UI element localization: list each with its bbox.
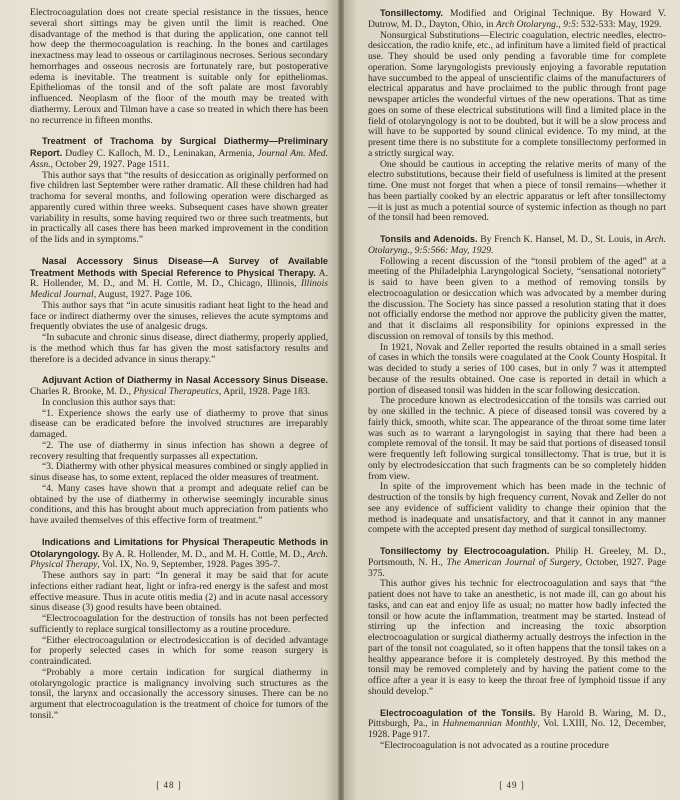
article-paragraph: One should be cautious in accepting the relative merits of many of the electro substitutions, because their field of usefulness is limited at the present time. One must not forget that when a piece of tonsil remains—whether it has been partially cooked by an electric apparatus or left after tonsillectomy—it is just as much a potential source of systemic infection as though no part of the tonsil had been removed.: [368, 158, 666, 224]
article-citation: By Harold B. Waring, M. D., Pittsburgh, Pa., in: [368, 707, 667, 730]
article-title: Electrocoagulation of the Tonsils.: [380, 707, 536, 718]
article-heading: [30, 375, 328, 398]
journal-name: Journal Am. Med. Assn.: [30, 148, 329, 170]
article-title: Adjuvant Action of Diathermy in Nasal Accessory Sinus Disease.: [42, 375, 328, 386]
journal-name: Arch Otolaryng., 9:5: [495, 18, 576, 30]
journal-name: The American Journal of Surgery: [446, 556, 580, 568]
article-paragraph: “4. Many cases have shown that a prompt and adequate relief can be obtained by the use of diathermy in otherwise seemingly incurable sinus conditions, and this has brought about much appreciation from patients who have availed themselves of this effective form of treatment.”: [30, 482, 328, 526]
article-title: Tonsillectomy by Electrocoagulation.: [380, 546, 550, 556]
article-citation: By French K. Hansel, M. D., St. Louis, in: [477, 234, 646, 245]
left-column: [30, 8, 328, 722]
article-paragraph: “Electrocoagulation for the destruction of tonsils has not been perfected sufficiently to replace surgical tonsillectomy as a routine procedure.: [30, 613, 328, 635]
article-citation: By A. R. Hollender, M. D., and M. H. Cottle, M. D.,: [99, 548, 308, 560]
page-number-left: [ 48 ]: [156, 780, 182, 790]
article-paragraph: “Probably a more certain indication for surgical diathermy in otolaryngologic practice is malignancy involving such structures as the tonsil, the larynx and occasionally the accessory sinuses. There can be no argument that electrocoagulation is the treatment of choice for tumors of the tonsil.”: [30, 666, 328, 721]
article-paragraph: The procedure known as electrodesiccation of the tonsils was carried out by one skilled in the technic. A piece of diseased tonsil was covered by a fairly thick, smooth, white scar. The appearance of the throat some time later was such as to warrant a laryngologist in saying that there had been a complete removal of the tonsil. It may be said that portions of diseased tonsil were frequently left following surgical tonsillectomy. That is true, but it is only by electrodesiccation that such fragments can be so completely hidden from view.: [368, 395, 666, 482]
article-nasal-sinus-survey: [30, 256, 328, 366]
article-title: Tonsillectomy.: [380, 8, 443, 18]
article-electrocoagulation-tonsils: [368, 708, 666, 752]
article-paragraph: This author says that “the results of desiccation as originally performed on five children last September were rather dramatic. All these children had had trachoma for several months, and following operation were discharged as apparently cured within three weeks. Subsequent cases have shown greater variability in results, some having required two or three such treatments, but in practically all cases there has been marked improvement in the condition of the lids and in symptoms.”: [30, 169, 328, 245]
article-tonsillectomy-electrocoagulation: [368, 546, 666, 698]
article-heading: [368, 546, 666, 579]
article-title: Tonsils and Adenoids.: [380, 234, 478, 244]
journal-name: Arch. Physical Therapy: [30, 548, 328, 571]
article-heading: [30, 136, 328, 170]
article-indications-limitations: [30, 537, 328, 722]
article-tonsillectomy-dutrow: [368, 8, 666, 224]
article-heading: [30, 537, 328, 571]
journal-name: Illinois Medical Journal: [30, 278, 328, 300]
journal-name: Arch. Otolaryng., 9:5:566: May, 1929.: [368, 234, 666, 256]
article-citation-end: , August, 1927. Page 106.: [93, 289, 193, 300]
article-citation-end: , October 29, 1927. Page 1511.: [50, 158, 170, 170]
article-trachoma: [30, 136, 328, 246]
article-paragraph: In 1921, Novak and Zeller reported the results obtained in a small series of cases in which the tonsils were coagulated at the Cook County Hospital. It was decided to study a series of 100 cases, but in only 7 was it attempted because of the results obtained. One case is reported in detail in which a portion of diseased tonsil was hidden in the scar following desiccation.: [368, 341, 666, 396]
article-paragraph: “2. The use of diathermy in sinus infection has shown a degree of recovery resulting that frequently surpasses all expectation.: [30, 439, 328, 462]
article-citation: Modified and Original Technique. By Howard V. Dutrow, M. D., Dayton, Ohio, in: [368, 8, 666, 30]
article-heading: [368, 708, 666, 741]
article-paragraph: Following a recent discussion of the “tonsil problem of the aged” at a meeting of the Philadelphia Laryngological Society, “sensational notoriety” is said to have been given to a method of removing tonsils by electrocoagulation or desiccation which was advocated by a member during the discussion. The Society has since passed a resolution stating that it does not officially endorse the method nor approve the publicity given the matter, and that it disclaims all responsibility for opinions expressed in the discussion on removal of tonsils by this method.: [368, 255, 666, 342]
article-paragraph: Nonsurgical Substitutions—Electric coagulation, electric needles, electro-desiccation, the radio knife, etc., ad infinitum have a limited field of practical use. They should be used only pending a favorable time for complete operation. Some laryngologists previously enjoying a favorable reputation have succumbed to the appeal of unscientific claims of the manufacturers of electrical apparatus and have proclaimed to the public through front page newspaper articles the wonderful virtues of the new operations. That as time goes on some of these electrical substitutions will find a limited place in the field of otolaryngology is not to be doubted, but it will be a slow process and will have to be supported by sound clinical evidence. To my mind, at the present time there is no substitute for a complete tonsillectomy performed in a strictly surgical way.: [368, 29, 666, 159]
article-paragraph: These authors say in part: “In general it may be said that for acute infections either radiant heat, light or infra-red energy is the safest and most effective measure. Thus in acute otitis media (2) and in acute nasal accessory sinus disease (3) good results have been obtained.: [30, 570, 328, 614]
article-paragraph: “In subacute and chronic sinus disease, direct diathermy, properly applied, is the method which thus far has given the most satisfactory results and therefore is a decided advance in sinus therapy.”: [30, 332, 328, 365]
journal-name: Physical Therapeutics: [133, 386, 219, 397]
page-number-right: [ 49 ]: [499, 780, 525, 790]
article-citation: Philip H. Greeley, M. D., Portsmouth, N. H.,: [368, 546, 667, 568]
article-citation-end: , April, 1928. Page 183.: [218, 386, 311, 397]
article-title: Nasal Accessory Sinus Disease—A Survey of Available Treatment Methods with Special Reference to Physical Therapy.: [30, 255, 328, 278]
article-citation-end: : 532-533: May, 1929.: [575, 18, 662, 30]
right-column: [368, 8, 666, 752]
article-paragraph: “1. Experience shows the early use of diathermy to prove that sinus disease can be eradicated before the involved structures are irreparably damaged.: [30, 407, 328, 440]
article-paragraph: This author says that “in acute sinusitis radiant heat light to the head and face or indirect diathermy over the sinuses, relieves the acute symptoms and frequently obviates the use of analgesic drugs.: [30, 299, 328, 333]
article-citation-end: , Vol. IX, No. 9, September, 1928. Pages 395-7.: [97, 559, 281, 571]
article-paragraph: “3. Diathermy with other physical measures combined or singly applied in sinus disease has, to some extent, replaced the older measures of treatment.: [30, 461, 328, 483]
article-title: Indications and Limitations for Physical Therapeutic Methods in Otolaryngology.: [30, 536, 328, 559]
left-page: [0, 0, 338, 800]
journal-name: Hahnemannian Monthly: [442, 718, 538, 730]
article-title: Treatment of Trachoma by Surgical Diathermy—Preliminary Report.: [30, 136, 328, 158]
article-paragraph: “Either electrocoagulation or electrodesiccation is of decided advantage for properly selected cases in which for some reason surgery is contraindicated.: [30, 634, 328, 667]
article-heading: [368, 234, 666, 257]
article-paragraph: In conclusion this author says that:: [42, 396, 176, 408]
article-citation-end: , October, 1927. Page 375.: [368, 556, 666, 579]
article-paragraph: In spite of the improvement which has been made in the technic of destruction of the tonsils by high frequency current, Novak and Zeller do not see any evidence of sufficient validity to change their opinion that the method is inadequate and unsatisfactory, and that it cannot in any manner compete with the accepted present day method of surgical tonsillectomy.: [368, 481, 666, 536]
article-heading: [368, 8, 666, 31]
article-heading: [30, 256, 328, 301]
opening-paragraph: Electrocoagulation does not create special resistance in the tissues, hence several short sittings may be given until the limit is reached. One disadvantage of the method is that during the application, one cannot tell how deep the thermocoagulation is reaching. In the bones and cartilages inexactness may lead to osseous or cartilaginous necroses. Serious secondary hemorrhages and osseous necrosis are fortunately rare, but postoperative edema is inevitable. The treatment is suitable only for epitheliomas. Epitheliomas of the tonsil and of the soft palate are most favorably influenced. Neoplasm of the floor of the mouth may be treated with diathermy. Leroux and Tilman have a case so treated in which there has been no recurrence in fifteen months.: [30, 7, 328, 126]
article-adjuvant-diathermy: [30, 375, 328, 527]
article-citation: Charles R. Brooke, M. D.,: [30, 386, 134, 397]
article-citation-end: , Vol. LXIII, No. 12, December, 1928. Page 917.: [368, 718, 666, 740]
article-citation: Dudley C. Kalloch, M. D., Leninakan, Armenia,: [62, 148, 258, 159]
article-paragraph: This author gives his technic for electrocoagulation and says that “the patient does not have to take an anesthetic, is not made ill, can go about his tasks, and can eat and enjoy life as usual; no matter how badly infected the tonsil or how acute the inflammation, treatment may be started. Instead of stirring up the infection and increasing the toxic absorption electrocoagulation or surgical diathermy actually destroys the infection in the part of the tonsil not coagulated, so it often happens that the tonsil takes on a healthy appearance before it is completely destroyed. By this method the tonsil may be removed completely and by having the patient come to the office after a year it is easy to keep the throat free of lymphoid tissue if any should develop.”: [368, 578, 666, 697]
article-paragraph: “Electrocoagulation is not advocated as a routine procedure: [380, 739, 609, 751]
article-tonsils-adenoids: [368, 234, 666, 536]
right-page: [344, 0, 680, 800]
article-citation: A. R. Hollender, M. D., and M. H. Cottle, M. D., Chicago, Illinois,: [30, 267, 328, 290]
